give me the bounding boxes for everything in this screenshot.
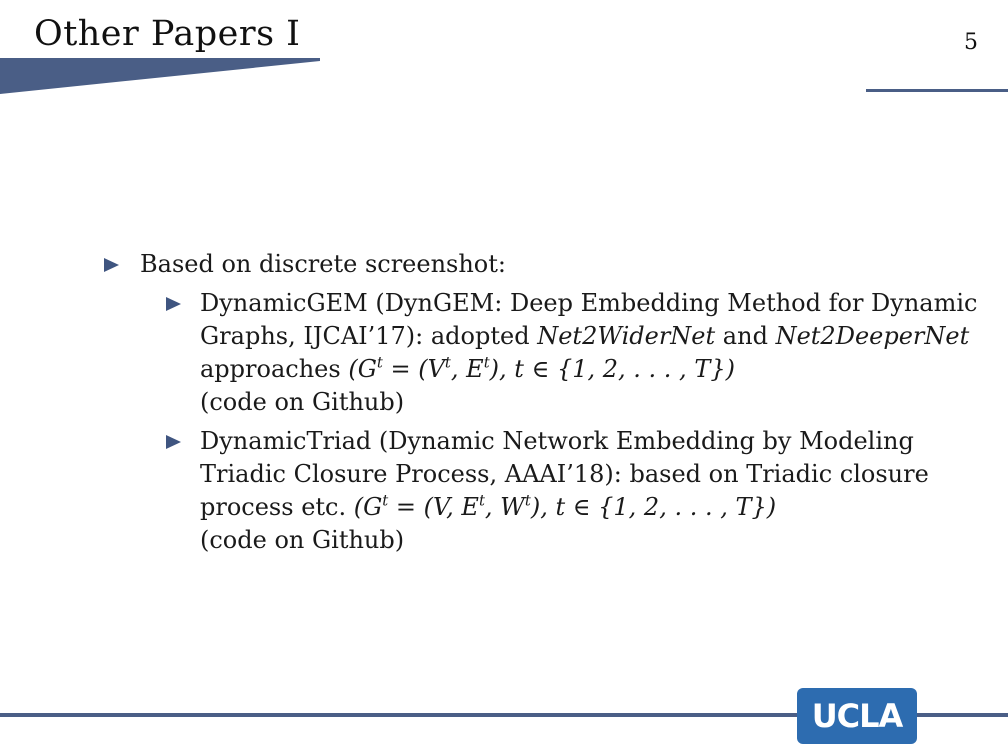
connector-and: and (722, 322, 768, 350)
sub-bullet-dynamicgem (104, 287, 984, 419)
triangle-bullet-icon (166, 435, 181, 449)
formula-part: , E (450, 355, 484, 383)
superscript-t: t (382, 491, 389, 510)
triangle-bullet-icon (104, 258, 119, 272)
superscript-t: t (524, 491, 531, 510)
sub-bullet-dynamictriad (104, 425, 984, 557)
sub-bullet-citation: (Dynamic Network Embedding by Modeling Triadic Closure Process, AAAI’18): based on Triadic closure process etc. (200, 427, 929, 521)
formula-part: = (V, E (388, 493, 479, 521)
superscript-t: t (483, 353, 490, 372)
ucla-logo (797, 688, 917, 744)
superscript-t: t (478, 491, 485, 510)
bullet-item-main (104, 248, 984, 281)
formula-dynamictriad (354, 493, 776, 521)
sub-bullet-name: DynamicGEM (200, 289, 368, 317)
formula-part: (G (348, 355, 377, 383)
formula-part: = (V (382, 355, 445, 383)
slide-title: Other Papers I (34, 14, 301, 54)
formula-part: (G (353, 493, 383, 521)
page-number: 5 (964, 30, 978, 55)
logo-text: UCLA (811, 697, 903, 735)
word-approaches: approaches (200, 355, 341, 383)
formula-part: , W (484, 493, 525, 521)
term-net2deepernet: Net2DeeperNet (775, 322, 970, 350)
formula-dyngem (348, 355, 735, 383)
header-right-rule (866, 89, 1008, 92)
bullet-text: Based on discrete screenshot: (140, 250, 506, 278)
term-net2widernet: Net2WiderNet (537, 322, 716, 350)
triangle-bullet-icon (166, 297, 181, 311)
sub-bullet-citation: (DynGEM: Deep Embedding Method for Dynamic Graphs, IJCAI’17): adopted (200, 289, 978, 350)
superscript-t: t (376, 353, 383, 372)
sub-bullet-name: DynamicTriad (200, 427, 372, 455)
code-link-text: (code on Github) (200, 526, 405, 554)
superscript-t: t (444, 353, 451, 372)
code-link-text: (code on Github) (200, 388, 405, 416)
formula-part: ), t ∈ {1, 2, . . . , T}) (530, 493, 777, 521)
title-underline-bar (0, 58, 320, 94)
slide-content (104, 248, 984, 557)
formula-part: ), t ∈ {1, 2, . . . , T}) (489, 355, 735, 383)
